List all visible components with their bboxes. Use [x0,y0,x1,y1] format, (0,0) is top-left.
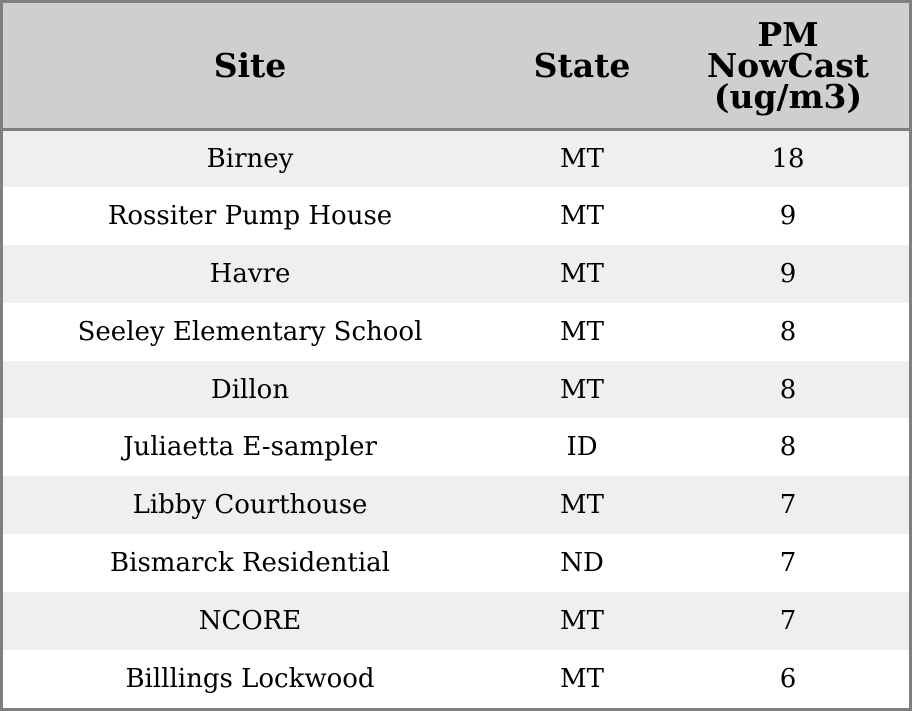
cell-site: Havre [209,258,291,289]
cell-site: Bismarck Residential [110,548,390,579]
header-pm-line-2: NowCast [706,45,870,85]
cell-state: ND [560,548,604,579]
cell-state: MT [560,490,604,521]
table-header [3,3,909,129]
cell-site: Juliaetta E-sampler [123,432,377,463]
cell-pm-nowcast: 6 [779,663,797,694]
cell-state: MT [560,663,604,694]
cell-pm-nowcast: 8 [779,432,797,463]
table-row [3,129,909,187]
header-state [497,3,667,129]
table-row [3,476,909,534]
header-pm-nowcast [667,3,909,129]
cell-pm-nowcast: 7 [779,548,797,579]
cell-pm-nowcast: 18 [771,143,805,174]
cell-state: MT [560,606,604,637]
cell-site: Billlings Lockwood [125,663,375,694]
cell-pm-nowcast: 7 [779,606,797,637]
table-row [3,245,909,303]
cell-pm-nowcast: 9 [779,200,797,231]
cell-state: ID [566,432,598,463]
table-row [3,187,909,245]
cell-pm-nowcast: 8 [779,316,797,347]
table-body [3,129,909,708]
pm-nowcast-table [3,3,909,708]
header-pm-line-1: PM [757,14,819,54]
cell-pm-nowcast: 7 [779,490,797,521]
cell-pm-nowcast: 8 [779,374,797,405]
table-row [3,534,909,592]
table-row [3,592,909,650]
header-row [3,3,909,129]
table-row [3,361,909,419]
cell-state: MT [560,258,604,289]
header-site [3,3,497,129]
header-state-label: State [533,45,631,85]
header-pm-line-3: (ug/m3) [713,76,863,116]
cell-state: MT [560,200,604,231]
cell-pm-nowcast: 9 [779,258,797,289]
cell-state: MT [560,143,604,174]
cell-state: MT [560,316,604,347]
cell-site: Libby Courthouse [132,490,368,521]
header-site-label: Site [213,45,287,85]
table-row [3,650,909,708]
cell-site: Seeley Elementary School [77,316,423,347]
cell-site: Dillon [210,374,290,405]
cell-site: NCORE [198,606,302,637]
cell-site: Birney [206,143,294,174]
table-row [3,418,909,476]
cell-state: MT [560,374,604,405]
cell-site: Rossiter Pump House [107,200,393,231]
table-row [3,303,909,361]
